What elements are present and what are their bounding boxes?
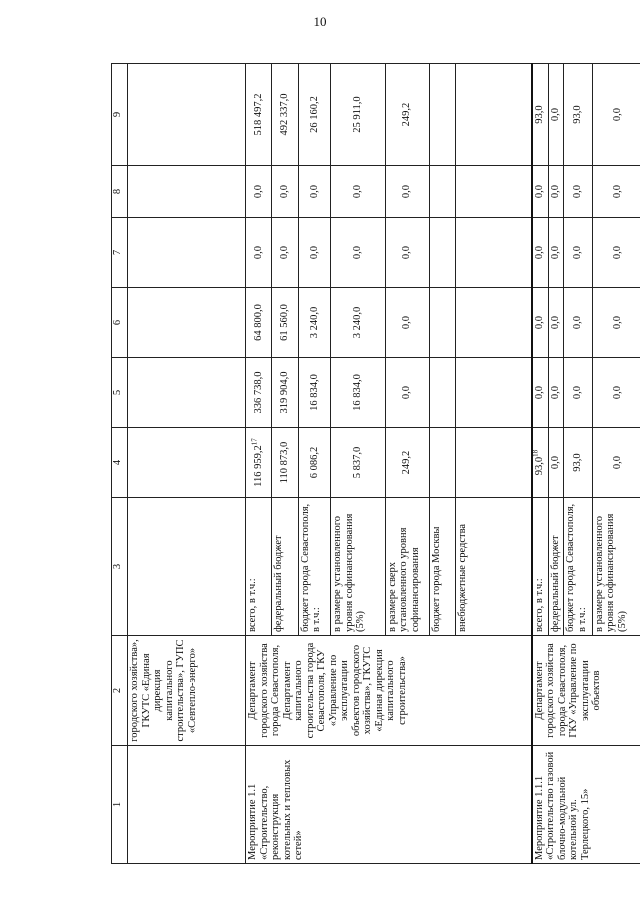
funding-source: внебюджетные средства [455,498,531,636]
value-cell: 0,0 [272,218,298,288]
funding-source: в размере установленного уровня софинансирования (5%) [331,498,386,636]
value-cell: 0,0 [592,288,640,358]
empty-cell [128,64,246,166]
value-cell: 64 800,0 [246,288,272,358]
value-cell [455,166,531,218]
value-cell: 518 497,2 [246,64,272,166]
value-cell: 61 560,0 [272,288,298,358]
value-cell: 0,0 [592,166,640,218]
table-row [246,64,272,864]
value-cell: 0,0 [548,358,564,428]
value-cell: 0,0 [564,166,592,218]
value-cell [429,428,455,498]
value-cell [429,166,455,218]
header-row [112,64,128,864]
empty-cell [128,428,246,498]
value-cell [429,64,455,166]
col-header: 7 [112,218,128,288]
empty-cell [128,288,246,358]
value-cell: 0,0 [246,166,272,218]
value-cell: 3 240,0 [298,288,331,358]
value-cell: 0,0 [532,288,548,358]
value-cell: 0,0 [532,358,548,428]
value-cell: 0,0 [548,218,564,288]
col-header: 3 [112,498,128,636]
funding-source: в размере сверх установленного уровня софинансирования [385,498,429,636]
funding-source: бюджет города Севастополя, в т.ч.: [564,498,592,636]
table-row [532,64,548,864]
value-cell: 0,0 [272,166,298,218]
value-cell: 16 834,0 [331,358,386,428]
value-cell [429,358,455,428]
value-cell: 5 837,0 [331,428,386,498]
value-cell: 0,0 [564,288,592,358]
value-cell: 492 337,0 [272,64,298,166]
value-cell: 93,0 [532,64,548,166]
value-cell: 0,0 [246,218,272,288]
funding-source: всего, в т.ч.: [246,498,272,636]
funding-source: бюджет города Севастополя, в т.ч.: [298,498,331,636]
funding-source: в размере установленного уровня софинансирования (5%) [592,498,640,636]
value-cell: 93,0$^{18}$ [532,428,548,498]
value-cell: 0,0 [532,218,548,288]
value-cell: 0,0 [548,166,564,218]
value-cell: 319 904,0 [272,358,298,428]
value-cell: 110 873,0 [272,428,298,498]
funding-source: федеральный бюджет [272,498,298,636]
col-header: 5 [112,358,128,428]
value-cell [455,358,531,428]
value-cell [455,64,531,166]
col-header: 8 [112,166,128,218]
value-cell [455,428,531,498]
value-cell: 25 911,0 [331,64,386,166]
value-cell: 16 834,0 [298,358,331,428]
value-cell: 0,0 [548,64,564,166]
empty-cell [128,218,246,288]
value-cell: 0,0 [548,288,564,358]
value-cell: 336 738,0 [246,358,272,428]
col-header: 6 [112,288,128,358]
value-cell: 0,0 [592,218,640,288]
measure-name: Мероприятие 1.1.1 «Строительство газовой блочно-модульной котельной ул. Терлецкого, 15» [532,746,640,864]
executor-continuation: городского хозяйства», ГКУТС «Единая дирекция капитального строительства», ГУПС «Севтепло-энерго» [128,636,246,746]
value-cell: 0,0 [592,358,640,428]
value-cell: 0,0 [548,428,564,498]
col-header: 4 [112,428,128,498]
value-cell: 0,0 [564,358,592,428]
value-cell: 0,0 [385,166,429,218]
value-cell: 93,0 [564,64,592,166]
empty-cell [128,746,246,864]
value-cell: 0,0 [298,218,331,288]
measure-name: Мероприятие 1.1 «Строительство, реконструкция котельных и тепловых сетей» [246,746,532,864]
value-cell [455,288,531,358]
empty-cell [128,166,246,218]
funding-source: федеральный бюджет [548,498,564,636]
col-header: 1 [112,746,128,864]
value-cell: 0,0 [592,428,640,498]
page-number: 10 [313,14,327,29]
funding-source: всего, в т.ч.: [532,498,548,636]
value-cell: 93,0 [564,428,592,498]
measure-executor: Департамент городского хозяйства города Севастополя, ГКУ «Управление по эксплуатации объектов [532,636,640,746]
value-cell: 0,0 [331,166,386,218]
value-cell: 0,0 [592,64,640,166]
value-cell: 249,2 [385,428,429,498]
continuation-row [128,64,246,864]
value-cell: 6 086,2 [298,428,331,498]
col-header: 2 [112,636,128,746]
funding-table [111,63,640,864]
value-cell: 116 959,2$^{17}$ [246,428,272,498]
value-cell: 0,0 [532,166,548,218]
empty-cell [128,358,246,428]
value-cell: 0,0 [331,218,386,288]
value-cell: 0,0 [385,358,429,428]
value-cell: 249,2 [385,64,429,166]
empty-cell [128,498,246,636]
value-cell: 26 160,2 [298,64,331,166]
value-cell [429,288,455,358]
value-cell: 3 240,0 [331,288,386,358]
col-header: 9 [112,64,128,166]
value-cell: 0,0 [564,218,592,288]
value-cell [429,218,455,288]
value-cell: 0,0 [385,218,429,288]
funding-source: бюджет города Москвы [429,498,455,636]
rotated-table-wrapper [111,64,640,864]
value-cell [455,218,531,288]
value-cell: 0,0 [385,288,429,358]
measure-executor: Департамент городского хозяйства города Севастополя, Департамент капитального строительства города Севастополя, ГКУ «Управление по эксплуатации объектов городского хозяйства», ГКУТС «Единая дирекция капитального строительства» [246,636,532,746]
value-cell: 0,0 [298,166,331,218]
